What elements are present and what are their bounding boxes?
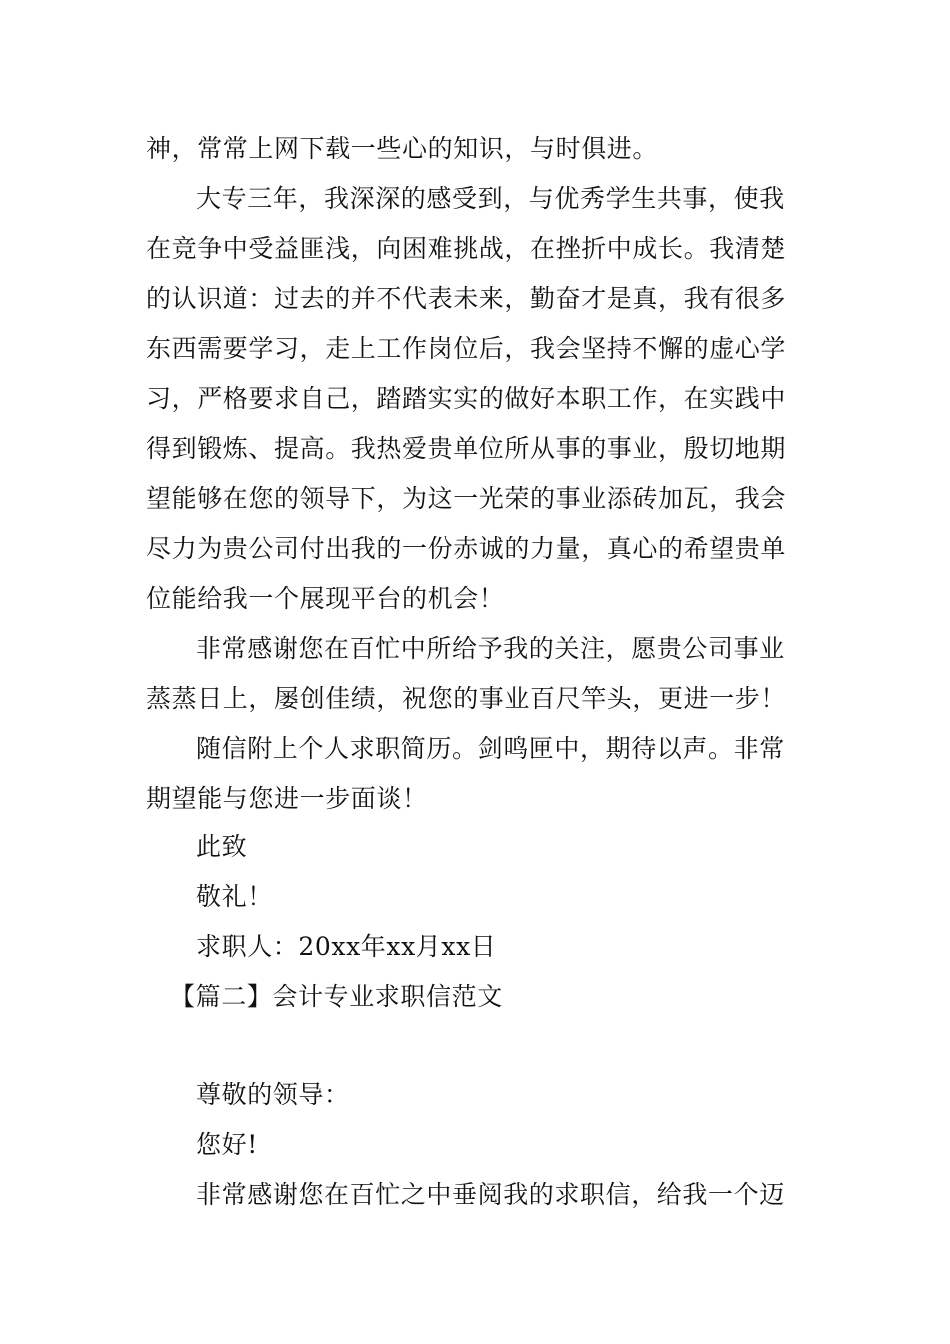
text-line: 期望能与您进一步面谈！: [146, 784, 428, 813]
text-line: 蒸蒸日上，屡创佳绩，祝您的事业百尺竿头，更进一步！: [146, 684, 787, 713]
text-line: 随信附上个人求职简历。剑鸣匣中，期待以声。非常: [196, 734, 785, 763]
text-line: 尽力为贵公司付出我的一份赤诚的力量，真心的希望贵单: [146, 534, 787, 563]
text-line: 位能给我一个展现平台的机会！: [146, 584, 505, 613]
text-line: 的认识道：过去的并不代表未来，勤奋才是真，我有很多: [146, 284, 787, 313]
section-heading: 【篇二】会计专业求职信范文: [170, 982, 503, 1011]
text-line: 非常感谢您在百忙中所给予我的关注，愿贵公司事业: [196, 634, 785, 663]
text-line: 习，严格要求自己，踏踏实实的做好本职工作，在实践中: [146, 384, 787, 413]
text-line: 大专三年，我深深的感受到，与优秀学生共事，使我: [196, 184, 785, 213]
text-line: 得到锻炼、提高。我热爱贵单位所从事的事业，殷切地期: [146, 434, 787, 463]
text-line: 在竞争中受益匪浅，向困难挑战，在挫折中成长。我清楚: [146, 234, 787, 263]
closing-line: 此致: [196, 832, 248, 861]
text-line: 望能够在您的领导下，为这一光荣的事业添砖加瓦，我会: [146, 484, 787, 513]
closing-line: 敬礼！: [196, 882, 273, 911]
salutation: 尊敬的领导：: [196, 1080, 350, 1109]
text-line: 神，常常上网下载一些心的知识，与时俱进。: [146, 134, 659, 163]
text-line: 非常感谢您在百忙之中垂阅我的求职信，给我一个迈: [196, 1180, 785, 1209]
text-line: 东西需要学习，走上工作岗位后，我会坚持不懈的虚心学: [146, 334, 787, 363]
greeting: 您好!: [196, 1130, 258, 1159]
signature-line: 求职人：20xx年xx月xx日: [196, 932, 497, 961]
